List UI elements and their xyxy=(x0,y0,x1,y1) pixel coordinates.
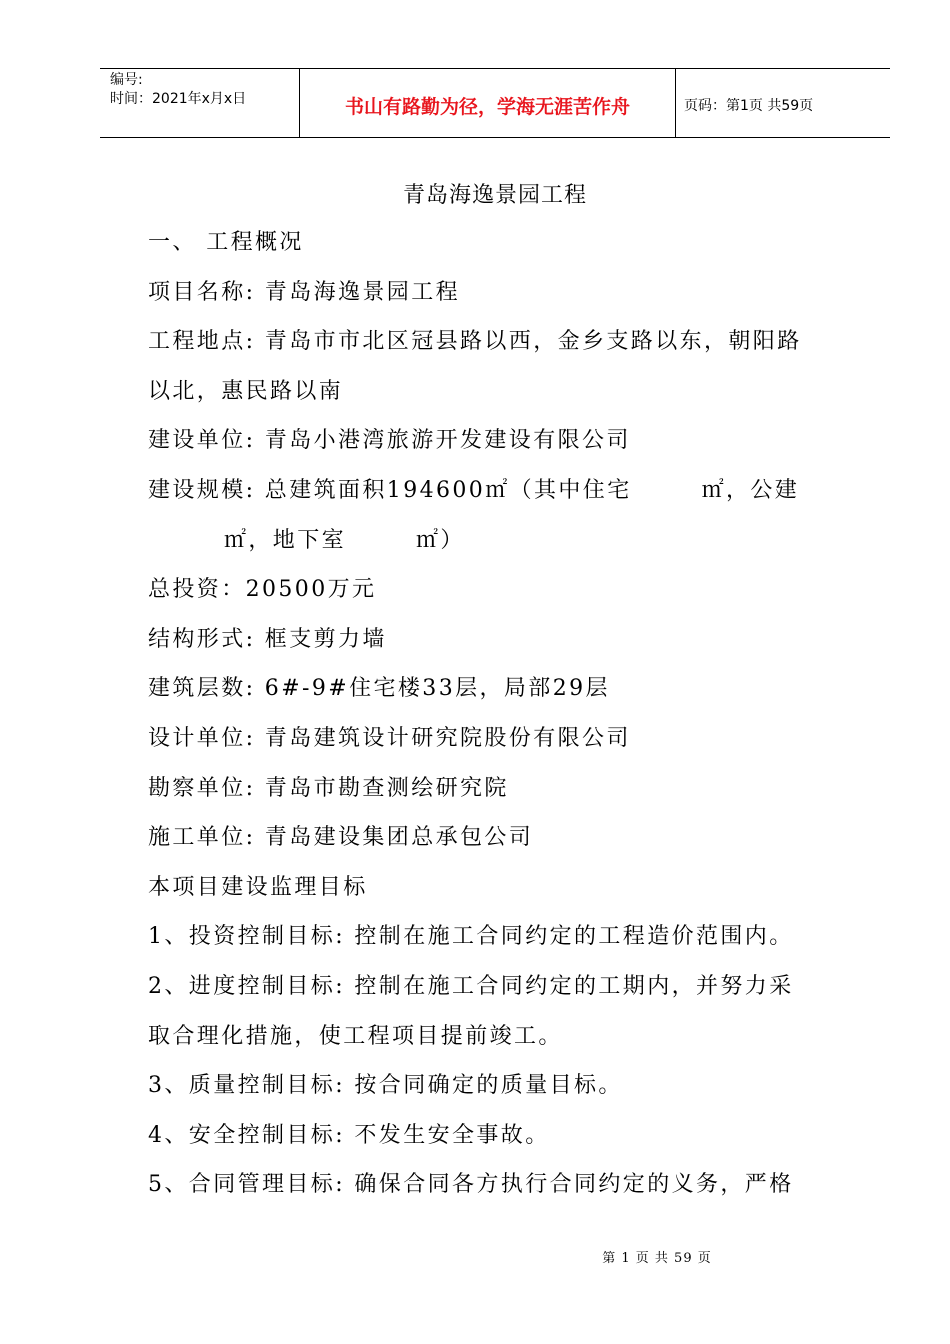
header-info-cell xyxy=(100,69,300,137)
body-line: 以北，惠民路以南 xyxy=(148,378,344,404)
body-line: 工程地点: 青岛市市北区冠县路以西，金乡支路以东，朝阳路 xyxy=(148,329,802,355)
time-label: 时间：2021年x月x日 xyxy=(110,91,247,107)
body-line: 1、投资控制目标: 控制在施工合同约定的工程造价范围内。 xyxy=(148,924,794,950)
body-line: 3、质量控制目标: 按合同确定的质量目标。 xyxy=(148,1073,623,1099)
page-footer: 第 1 页 共 59 页 xyxy=(602,1251,712,1266)
serial-label: 编号: xyxy=(110,72,143,88)
document-body xyxy=(148,218,868,1210)
body-line: 设计单位: 青岛建筑设计研究院股份有限公司 xyxy=(148,725,631,751)
body-line: 5、合同管理目标: 确保合同各方执行合同约定的义务，严格 xyxy=(148,1172,794,1198)
header-page-label: 页码：第1页 共59页 xyxy=(684,98,814,114)
body-line: 本项目建设监理目标 xyxy=(148,874,368,900)
page-header xyxy=(100,68,890,138)
body-line: 总投资：20500万元 xyxy=(148,577,377,603)
scale-text-d: ㎡） xyxy=(416,527,465,553)
body-line: 勘察单位: 青岛市勘查测绘研究院 xyxy=(148,775,509,801)
body-line: 建设单位: 青岛小港湾旅游开发建设有限公司 xyxy=(148,428,631,454)
body-line: 一、 工程概况 xyxy=(148,230,304,255)
scale-line xyxy=(148,466,868,516)
scale-text-c: ㎡，地下室 xyxy=(224,527,347,553)
scale-line-cont xyxy=(148,516,868,566)
scale-text-b: ㎡，公建 xyxy=(701,477,800,503)
body-line: 结构形式: 框支剪力墙 xyxy=(148,626,387,652)
body-line: 取合理化措施，使工程项目提前竣工。 xyxy=(148,1023,563,1049)
body-line: 4、安全控制目标: 不发生安全事故。 xyxy=(148,1122,550,1148)
body-line: 项目名称: 青岛海逸景园工程 xyxy=(148,279,461,305)
body-line: 2、进度控制目标: 控制在施工合同约定的工期内，并努力采 xyxy=(148,973,794,999)
body-line: 建筑层数: 6#-9#住宅楼33层，局部29层 xyxy=(148,676,610,702)
body-line: 施工单位: 青岛建设集团总承包公司 xyxy=(148,825,534,851)
document-title: 青岛海逸景园工程 xyxy=(402,183,587,208)
header-motto: 书山有路勤为径，学海无涯苦作舟 xyxy=(300,69,676,137)
scale-text-a: 建设规模: 总建筑面积194600㎡（其中住宅 xyxy=(148,477,632,503)
